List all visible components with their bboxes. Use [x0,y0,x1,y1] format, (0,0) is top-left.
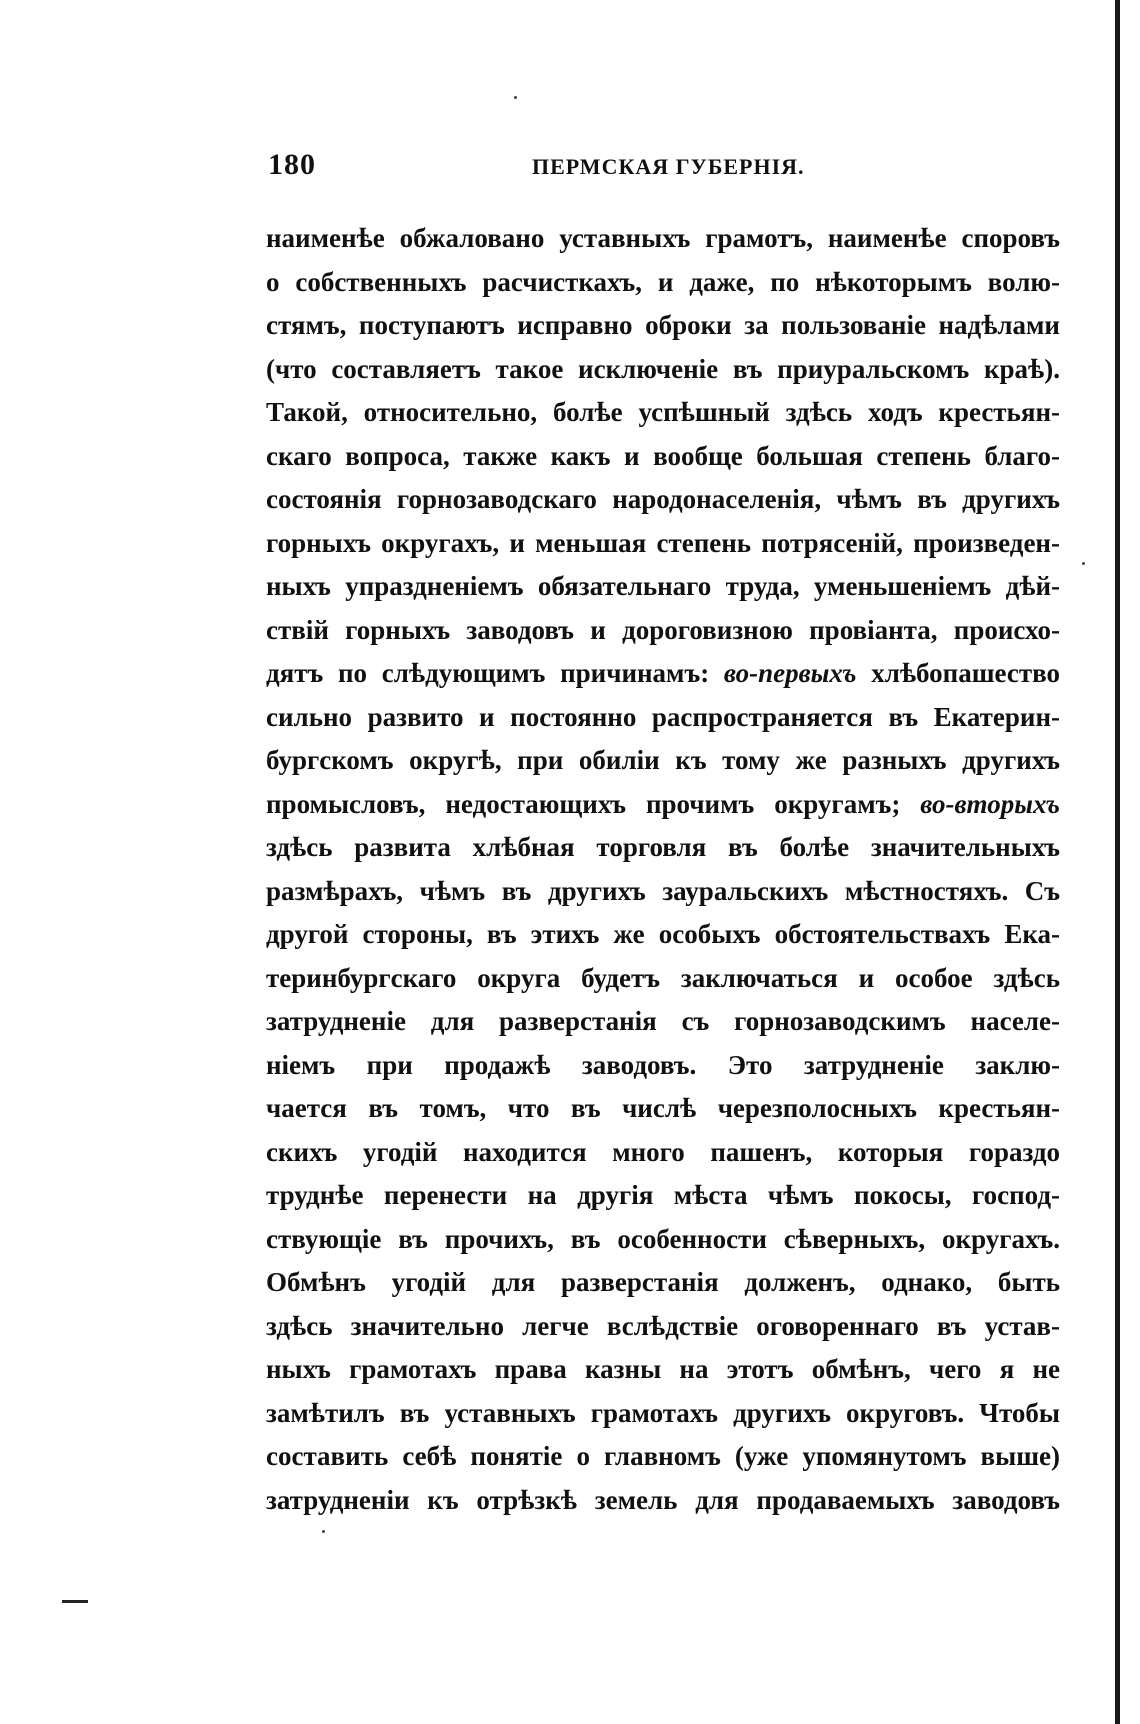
text-line: составить себѣ понятіе о главномъ (уже упомянутомъ выше) [266,1441,1060,1471]
text-line: скихъ угодій находится много пашенъ, которыя гораздо [266,1136,1060,1167]
text-line: ствующіе въ прочихъ, въ особенности сѣверныхъ, округахъ. [266,1223,1060,1254]
text-line: размѣрахъ, чѣмъ въ другихъ зауральскихъ мѣстностяхъ. Съ [266,875,1060,906]
text-line: затрудненіе для разверстанія съ горнозаводскимъ населе- [266,1006,1060,1036]
text-line: горныхъ округахъ, и меньшая степень потрясеній, произведен- [266,527,1060,558]
text-line: труднѣе перенести на другія мѣста чѣмъ покосы, господ- [266,1180,1060,1210]
text-line: ніемъ при продажѣ заводовъ. Это затрудненіе заклю- [266,1049,1060,1080]
text-line: ныхъ упраздненіемъ обязательнаго труда, уменьшеніемъ дѣй- [266,571,1060,601]
italic-emphasis: во-первыхъ [723,658,857,688]
text-line: затрудненіи къ отрѣзкѣ земель для продаваемыхъ заводовъ [266,1484,1060,1515]
text-line: другой стороны, въ этихъ же особыхъ обстоятельствахъ Ека- [266,919,1060,949]
text-line: состоянія горнозаводскаго народонаселенія, чѣмъ въ другихъ [266,484,1060,514]
text-line: ныхъ грамотахъ права казны на этотъ обмѣнъ, чего я не [266,1354,1060,1384]
text-line: Обмѣнъ угодій для разверстанія долженъ, однако, быть [266,1267,1060,1297]
text-line: о собственныхъ расчисткахъ, и даже, по нѣкоторымъ волю- [266,266,1060,297]
text-line: замѣтилъ въ уставныхъ грамотахъ другихъ округовъ. Чтобы [266,1397,1060,1428]
text-line: ствій горныхъ заводовъ и дороговизною провіанта, происхо- [266,614,1060,645]
running-title: ПЕРМСКАЯ ГУБЕРНІЯ. [532,154,805,179]
text-line: здѣсь развита хлѣбная торговля въ болѣе значительныхъ [266,832,1060,862]
page-number: 180 [268,148,316,181]
text-line: стямъ, поступаютъ исправно оброки за пользованіе надѣлами [266,310,1060,340]
text-line: сильно развито и постоянно распространяется въ Екатерин- [266,701,1060,732]
text-line: дятъ по слѣдующимъ причинамъ: во-первыхъ хлѣбопашество [266,658,1060,688]
scan-speck [1082,562,1085,565]
text-line: Такой, относительно, болѣе успѣшный здѣсь ходъ крестьян- [266,397,1060,427]
text-line: (что составляетъ такое исключеніе въ приуральскомъ краѣ). [266,353,1060,384]
text-line: промысловъ, недостающихъ прочимъ округамъ; во-вторыхъ [266,788,1060,819]
body-text [266,217,1060,1522]
text-line: бургскомъ округѣ, при обиліи къ тому же разныхъ другихъ [266,745,1060,775]
text-line: теринбургскаго округа будетъ заключаться и особое здѣсь [266,962,1060,993]
scan-margin-mark [62,1600,88,1603]
text-line: наименѣе обжаловано уставныхъ грамотъ, наименѣе споровъ [266,223,1060,253]
page-header [268,148,1048,188]
scan-speck [322,1530,325,1533]
italic-emphasis: во-вторыхъ [920,788,1060,819]
scan-edge-line [1115,0,1120,1724]
text-line: скаго вопроса, также какъ и вообще большая степень благо- [266,440,1060,471]
scan-speck [514,96,517,99]
text-line: чается въ томъ, что въ числѣ черезполосныхъ крестьян- [266,1093,1060,1123]
text-line: здѣсь значительно легче вслѣдствіе оговореннаго въ устав- [266,1310,1060,1341]
